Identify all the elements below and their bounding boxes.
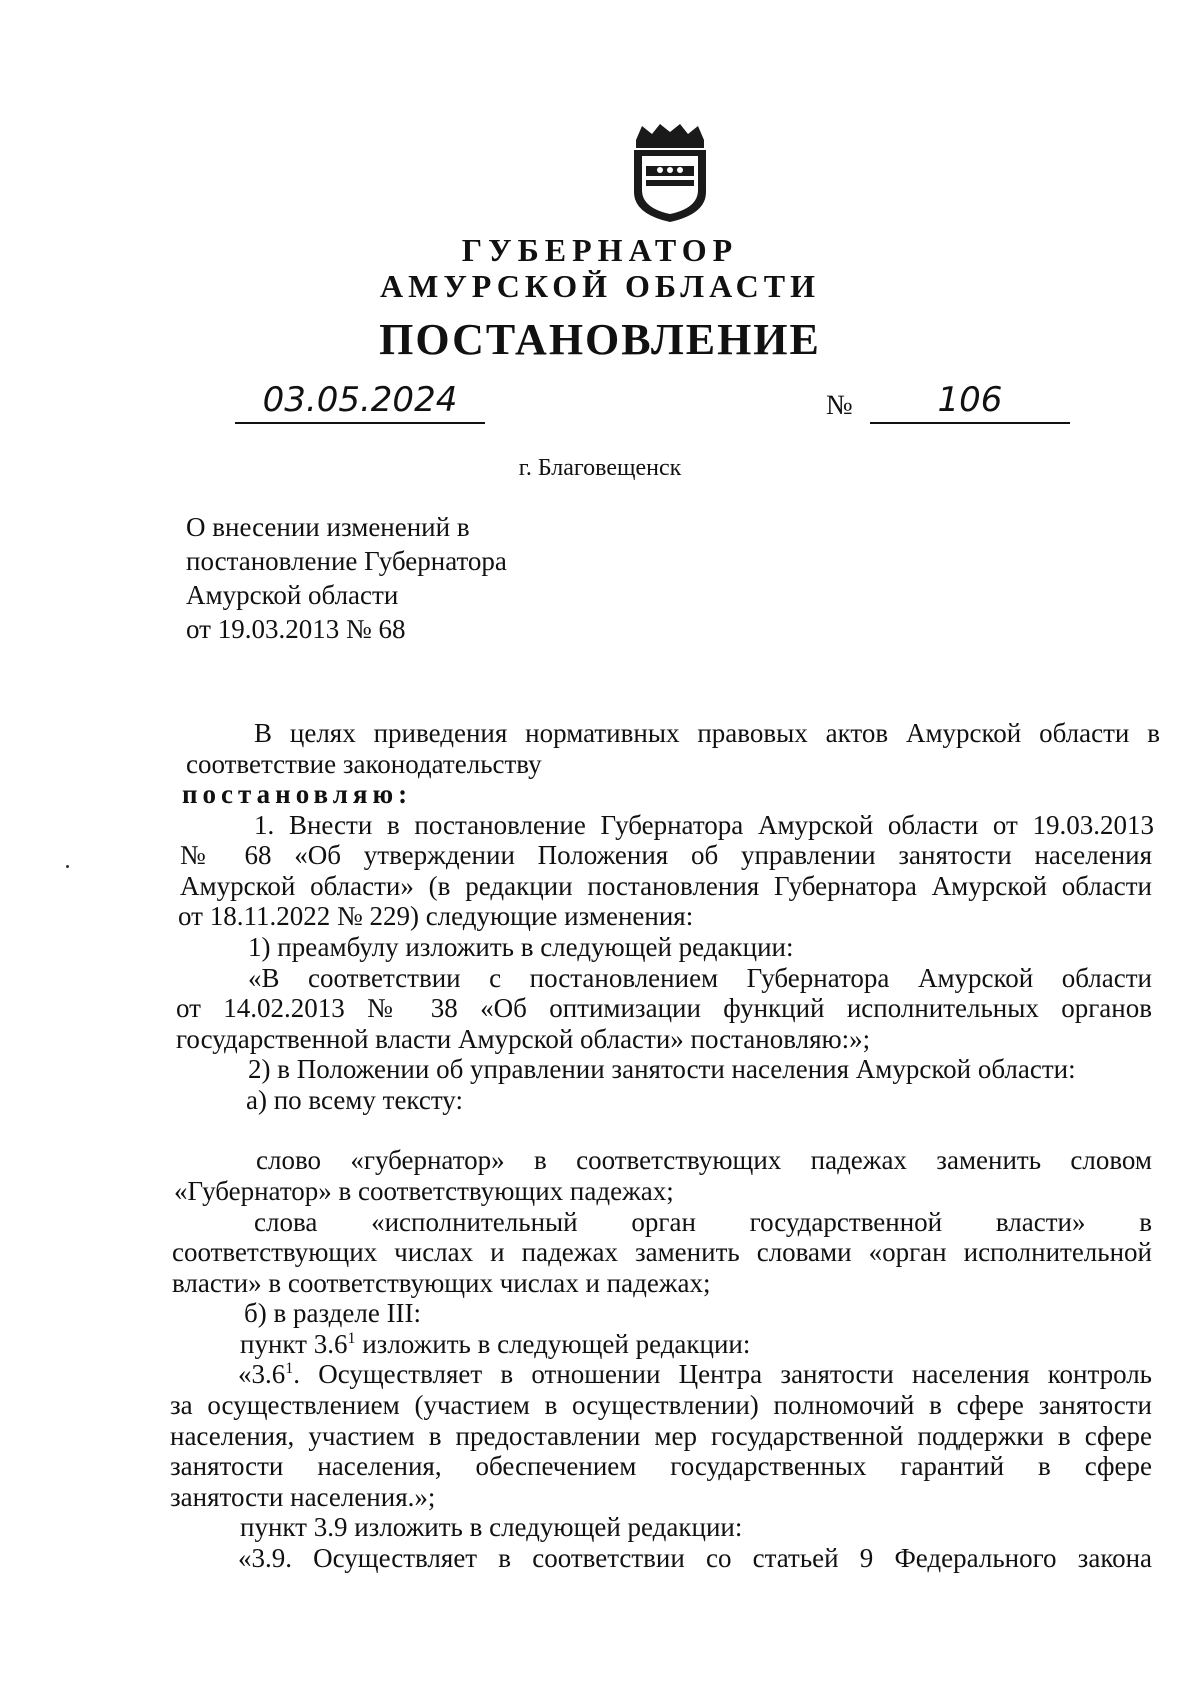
subject-line: Амурской области — [186, 580, 399, 610]
body-line: слова «исполнительный орган государственной власти» в — [254, 1207, 1152, 1237]
header-governor: ГУБЕРНАТОР — [461, 232, 739, 268]
body-line: «$3.6^1$. Осуществляет в отношении Центра занятости населения контроль — [238, 1359, 1152, 1389]
document-number: 106 — [870, 378, 1070, 424]
decree-word: постановляю: — [182, 779, 413, 809]
document-type-title: ПОСТАНОВЛЕНИЕ — [379, 315, 821, 364]
body-line: «3.9. Осуществляет в соответствии со статьей 9 Федерального закона — [238, 1543, 1152, 1573]
body-line: № 68 «Об утверждении Положения об управлении занятости населения — [180, 840, 1152, 870]
body-line: от 18.11.2022 № 229) следующие изменения: — [178, 901, 694, 931]
subject-block — [186, 510, 507, 646]
body-line: населения, участием в предоставлении мер государственной поддержки в сфере — [170, 1421, 1152, 1451]
header-region: АМУРСКОЙ ОБЛАСТИ — [380, 268, 820, 304]
body-line: В целях приведения нормативных правовых актов Амурской области в — [254, 718, 1160, 748]
body-line: соответствие законодательству — [186, 749, 542, 779]
scan-speck — [66, 865, 69, 868]
body-line: пункт 3.9 изложить в следующей редакции: — [240, 1512, 743, 1542]
body-line: власти» в соответствующих числах и падежах; — [172, 1268, 711, 1298]
body-line: Амурской области» (в редакции постановления Губернатора Амурской области — [180, 871, 1152, 901]
body-line: пункт $3.6^1$ изложить в следующей редакции: — [240, 1329, 751, 1359]
document-date: 03.05.2024 — [235, 378, 485, 424]
number-label: № — [826, 390, 853, 421]
body-line: государственной власти Амурской области» постановляю:»; — [176, 1024, 871, 1054]
body-line: занятости населения, обеспечением государственных гарантий в сфере — [170, 1451, 1152, 1481]
body-line: 1) преамбулу изложить в следующей редакции: — [248, 932, 794, 962]
body-line: соответствующих числах и падежах заменить словами «орган исполнительной — [172, 1237, 1152, 1267]
body-line: слово «губернатор» в соответствующих падежах заменить словом — [256, 1145, 1152, 1175]
body-line: за осуществлением (участием в осуществлении) полномочий в сфере занятости — [170, 1390, 1152, 1420]
body-line: 2) в Положении об управлении занятости населения Амурской области: — [248, 1054, 1076, 1084]
body-line: 1. Внести в постановление Губернатора Амурской области от 19.03.2013 — [254, 810, 1154, 840]
body-line: «В соответствии с постановлением Губернатора Амурской области — [248, 963, 1152, 993]
body-line: б) в разделе III: — [244, 1298, 422, 1328]
subject-line: от 19.03.2013 № 68 — [186, 614, 406, 644]
body-line: от 14.02.2013 № 38 «Об оптимизации функций исполнительных органов — [176, 993, 1152, 1023]
body-line: занятости населения.»; — [170, 1482, 436, 1512]
subject-line: О внесении изменений в — [186, 512, 470, 542]
city: г. Благовещенск — [518, 455, 682, 481]
body-line: а) по всему тексту: — [246, 1085, 463, 1115]
coat-of-arms-icon — [628, 122, 712, 224]
subject-line: постановление Губернатора — [186, 546, 507, 576]
body-line: «Губернатор» в соответствующих падежах; — [174, 1176, 674, 1206]
